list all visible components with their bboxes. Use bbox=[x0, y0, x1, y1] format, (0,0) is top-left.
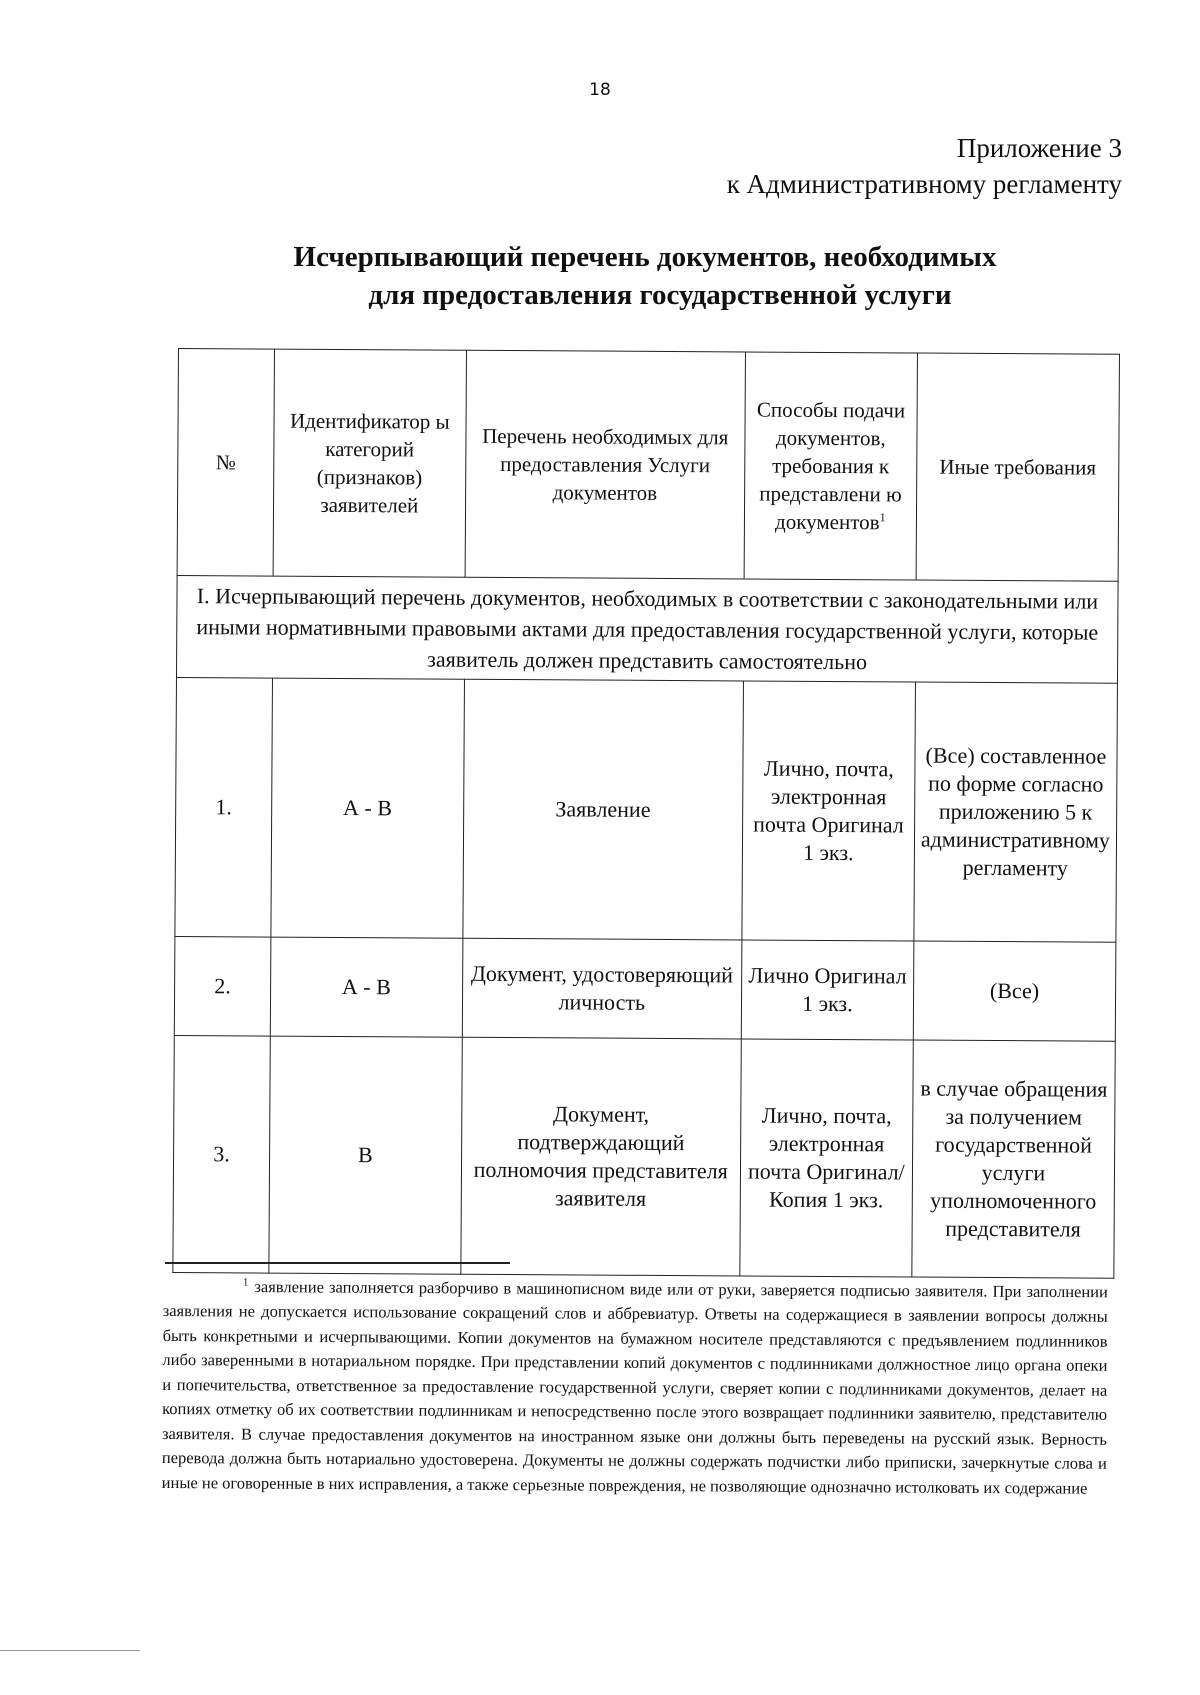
table-header-row bbox=[177, 349, 1119, 582]
footnote-reference: 1 bbox=[879, 510, 886, 525]
header-identifiers: Идентификатор ы категорий (признаков) заявителей bbox=[273, 349, 466, 577]
table-row bbox=[174, 936, 1116, 1041]
cell-other-requirements: (Все) bbox=[913, 941, 1116, 1041]
cell-document: Документ, удостоверяющий личность bbox=[462, 938, 742, 1039]
cell-other-requirements: в случае обращения за получением государственной услуги уполномоченного представителя bbox=[912, 1040, 1116, 1278]
appendix-line-2: к Административному регламенту bbox=[726, 169, 1122, 199]
cell-identifiers: А - В bbox=[271, 678, 464, 938]
section-heading: I. Исчерпывающий перечень документов, необходимых в соответствии с законодательными или иными нормативными правовыми актами для предоставления государственной услуги, которые заявитель должен представить самостоятельно bbox=[176, 575, 1118, 683]
cell-number: 2. bbox=[174, 936, 271, 1036]
footnote bbox=[162, 1270, 1108, 1501]
header-number: № bbox=[177, 349, 274, 577]
cell-submission-ways: Лично, почта, электронная почта Оригинал/Копия 1 экз. bbox=[740, 1039, 913, 1277]
appendix-reference bbox=[727, 130, 1122, 202]
cell-submission-ways: Лично Оригинал 1 экз. bbox=[741, 940, 914, 1040]
table-row bbox=[175, 677, 1118, 942]
cell-document: Документ, подтверждающий полномочия представителя заявителя bbox=[461, 1037, 742, 1276]
cell-identifiers: А - В bbox=[270, 937, 462, 1037]
header-submission-ways bbox=[744, 352, 917, 580]
header-submission-ways-text: Способы подачи документов, требования к представлени ю документов bbox=[756, 397, 906, 535]
document-title bbox=[240, 238, 1050, 314]
scan-edge-line bbox=[0, 1650, 140, 1651]
documents-table bbox=[172, 348, 1120, 1279]
header-documents-list: Перечень необходимых для предоставления Услуги документов bbox=[465, 350, 746, 579]
table-row bbox=[173, 1035, 1115, 1278]
document-title-line-2: для предоставления государственной услуги bbox=[368, 279, 952, 311]
cell-identifiers: В bbox=[269, 1036, 462, 1274]
footnote-mark: 1 bbox=[242, 1276, 249, 1289]
appendix-line-1: Приложение 3 bbox=[956, 133, 1122, 163]
cell-number: 3. bbox=[173, 1035, 270, 1273]
cell-number: 1. bbox=[175, 677, 273, 937]
header-other-requirements: Иные требования bbox=[916, 353, 1120, 581]
section-row bbox=[176, 575, 1118, 683]
footnote-text: заявление заполняется разборчиво в машинописном виде или от руки, заверяется подписью заявителя. При заполнении заявления не допускается использование сокращений слов и аббревиатур. Ответы на содержащиеся в заявлении вопросы должны быть конкретными и исчерпывающими. Копии документов на бумажном носителе представляются с предъявлением подлинников либо заверенными в нотариальном порядке. При представлении копий документов с подлинниками должностное лицо органа опеки и попечительства, ответственное за предоставление государственной услуги, сверяет копии с подлинниками документов, делает на копиях отметку об их соответствии подлинникам и непосредственно после этого возвращает подлинники заявителю, представителю заявителя. В случае предоставления документов на иностранном языке они должны быть переведены на русский язык. Верность перевода должна быть нотариально удостоверена. Документы не должны содержать подчистки либо приписки, зачеркнутые слова и иные не оговоренные в них исправления, а также серьезные повреждения, не позволяющие однозначно истолковать их содержание bbox=[161, 1277, 1108, 1498]
document-title-line-1: Исчерпывающий перечень документов, необходимых bbox=[293, 241, 997, 273]
footnote-separator bbox=[165, 1262, 510, 1264]
cell-document: Заявление bbox=[463, 679, 744, 940]
cell-other-requirements: (Все) составленное по форме согласно приложению 5 к административному регламенту bbox=[914, 682, 1118, 942]
cell-submission-ways: Лично, почта, электронная почта Оригинал 1 экз. bbox=[742, 681, 916, 941]
page-number: 18 bbox=[589, 80, 611, 100]
